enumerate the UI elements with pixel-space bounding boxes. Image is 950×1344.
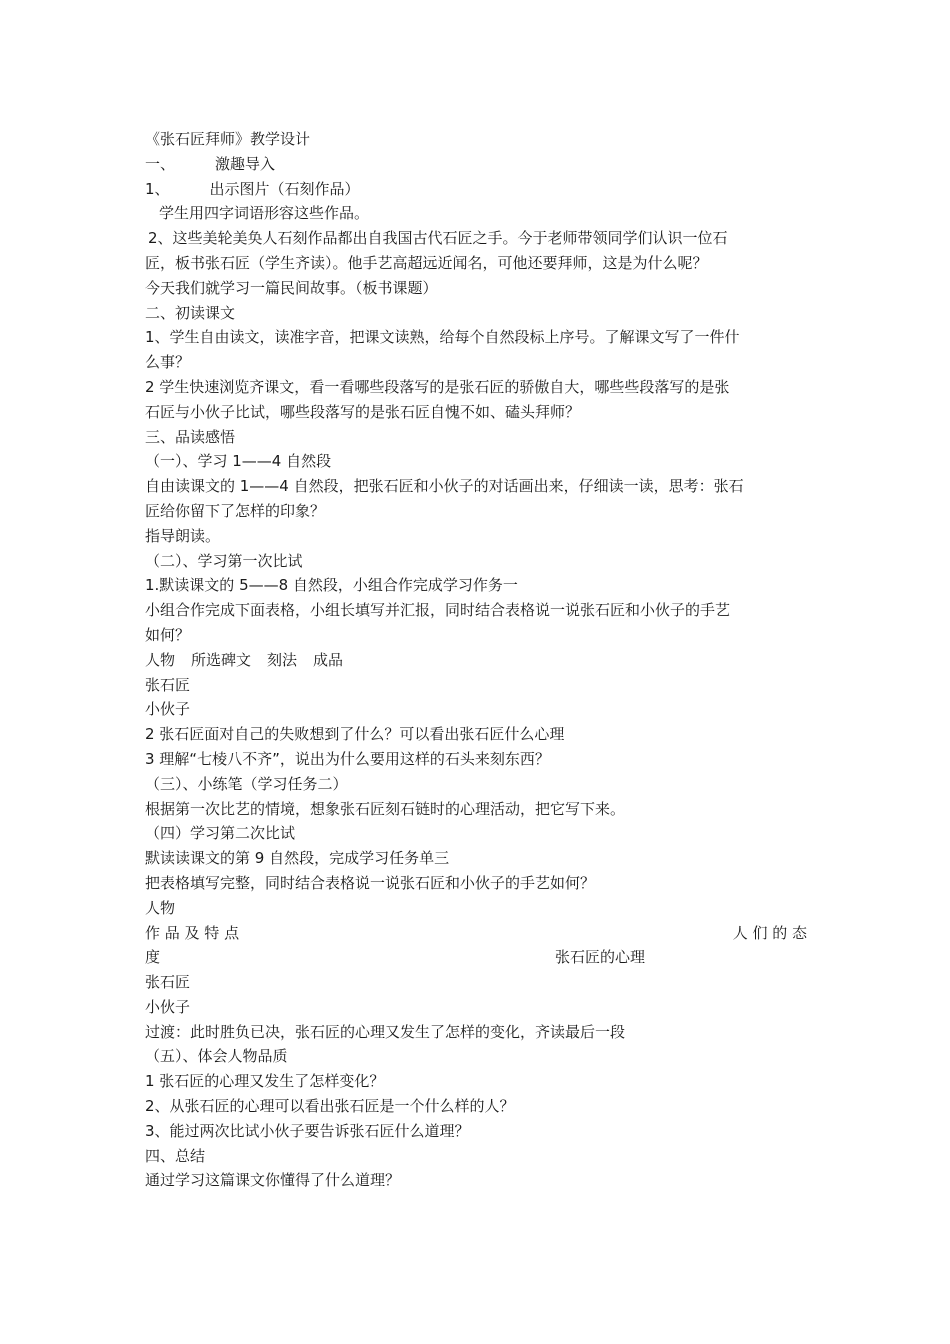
section-1-title: 激趣导入 (215, 154, 276, 173)
part-2-line-2: 如何？ (145, 625, 191, 644)
document-title: 《张石匠拜师》教学设计 (145, 130, 311, 148)
table-2-header-psychology: 张石匠的心理 (555, 948, 646, 967)
table-1-header-result: 成品 (313, 650, 344, 669)
section-1-item-1-text: 出示图片（石刻作品） (209, 179, 360, 198)
part-1-heading: （一）、学习 1——4 自然段 (145, 452, 332, 471)
part-2-item-2: 2 张石匠面对自己的失败想到了什么？可以看出张石匠什么心理 (145, 725, 565, 744)
table-1-header-row (145, 648, 807, 673)
section-1-item-1-detail: 学生用四字词语形容这些作品。 (159, 204, 370, 223)
section-1-item-2-line-3: 今天我们就学习一篇民间故事。（板书课题） (145, 278, 438, 297)
part-5-heading: （五）、体会人物品质 (145, 1047, 288, 1066)
part-2-heading: （二）、学习第一次比试 (145, 551, 303, 570)
part-5-question-3: 3、能过两次比试小伙子要告诉张石匠什么道理？ (145, 1121, 470, 1140)
part-2-line-1: 小组合作完成下面表格，小组长填写并汇报，同时结合表格说一说张石匠和小伙子的手艺 (145, 601, 731, 620)
part-1-line-3: 指导朗读。 (145, 526, 221, 545)
section-4-line-1: 通过学习这篇课文你懂得了什么道理？ (145, 1171, 401, 1190)
table-2-header-works: 作 品 及 特 点 (145, 923, 240, 942)
section-2-item-2-line-1: 2 学生快速浏览齐课文，看一看哪些段落写的是张石匠的骄傲自大，哪些些段落写的是张 (145, 377, 730, 396)
table-2-header-attitude-end: 度 (145, 948, 161, 967)
section-1-item-2-line-2: 匠，板书张石匠（学生齐读）。他手艺高超远近闻名，可他还要拜师，这是为什么呢？ (145, 253, 708, 272)
table-1-row-1: 张石匠 (145, 675, 191, 694)
part-4-heading: （四）学习第二次比试 (145, 824, 296, 843)
part-3-line-1: 根据第一次比艺的情境，想象张石匠刻石链时的心理活动，把它写下来。 (145, 799, 626, 818)
part-4-line-1: 默读读课文的第 9 自然段，完成学习任务单三 (145, 849, 450, 868)
section-2-heading: 二、初读课文 (145, 303, 236, 322)
part-2-item-1: 1.默读课文的 5——8 自然段，小组合作完成学习作务一 (145, 576, 518, 595)
table-2-header-person: 人物 (145, 898, 176, 917)
part-2-item-3: 3 理解“七棱八不齐”，说出为什么要用这样的石头来刻东西？ (145, 749, 550, 768)
table-2-row-2: 小伙子 (145, 997, 191, 1016)
section-3-heading: 三、品读感悟 (145, 427, 236, 446)
table-2-header-attitude: 人 们 的 态 (732, 923, 807, 942)
section-1-item-2-line-1: 2、这些美轮美奂人石刻作品都出自我国古代石匠之手。今于老师带领同学们认识一位石 (148, 229, 728, 248)
section-4-heading: 四、总结 (145, 1146, 206, 1165)
section-1-number: 一、 (145, 154, 176, 173)
transition-line: 过渡：此时胜负已决，张石匠的心理又发生了怎样的变化，齐读最后一段 (145, 1022, 626, 1041)
table-1-header-method: 刻法 (267, 650, 298, 669)
section-1-heading (145, 152, 807, 177)
table-2-header-row (145, 921, 807, 946)
part-3-heading: （三）、小练笔（学习任务二） (145, 774, 348, 793)
table-2-header-row-2 (145, 945, 807, 970)
section-1-item-1 (145, 177, 807, 202)
section-2-item-2-line-2: 石匠与小伙子比试，哪些段落写的是张石匠自愧不如、磕头拜师？ (145, 402, 581, 421)
section-2-item-1-line-1: 1、学生自由读文，读准字音，把课文读熟，给每个自然段标上序号。了解课文写了一件什 (145, 328, 740, 347)
document-body (145, 127, 807, 1193)
table-1-header-inscription: 所选碑文 (191, 650, 252, 669)
part-1-line-2: 匠给你留下了怎样的印象？ (145, 501, 326, 520)
part-5-question-2: 2、从张石匠的心理可以看出张石匠是一个什么样的人？ (145, 1097, 515, 1116)
part-4-line-2: 把表格填写完整，同时结合表格说一说张石匠和小伙子的手艺如何？ (145, 873, 596, 892)
table-1-row-2: 小伙子 (145, 700, 191, 719)
table-2-row-1: 张石匠 (145, 973, 191, 992)
section-1-item-1-number: 1、 (145, 179, 170, 198)
section-2-item-1-line-2: 么事？ (145, 353, 191, 372)
part-5-question-1: 1 张石匠的心理又发生了怎样变化？ (145, 1072, 385, 1091)
table-1-header-person: 人物 (145, 650, 176, 669)
part-1-line-1: 自由读课文的 1——4 自然段，把张石匠和小伙子的对话画出来，仔细读一读，思考：张石 (145, 477, 744, 496)
